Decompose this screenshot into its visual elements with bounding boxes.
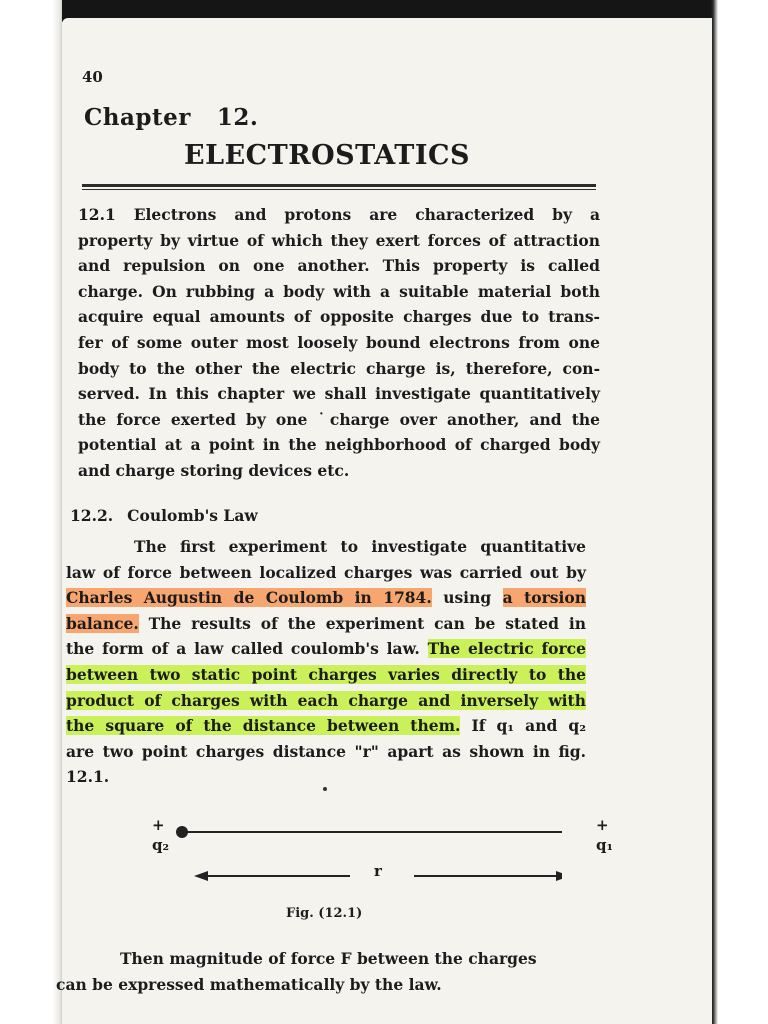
distance-label: r xyxy=(374,862,382,880)
chapter-title: ELECTROSTATICS xyxy=(184,140,470,171)
right-margin-background xyxy=(710,0,768,1024)
paragraph-line: are two point charges distance "r" apart as shown in fig. xyxy=(66,741,586,761)
paragraph-line: the force exerted by one ˙charge over another, and the xyxy=(78,409,600,429)
paragraph-line: 12.1 Electrons and protons are characterized by a xyxy=(78,205,600,224)
paragraph-line: charge. On rubbing a body with a suitable material both xyxy=(78,281,600,301)
paragraph-line: and repulsion on one another. This property is called xyxy=(78,256,600,276)
paragraph-line: Then magnitude of force F between the charges xyxy=(120,949,537,968)
page-number: 40 xyxy=(82,68,103,86)
paragraph-line xyxy=(66,662,586,688)
right-charge-sign: + xyxy=(596,816,609,834)
highlight-coulomb-name: Charles Augustin de Coulomb in 1784. xyxy=(66,588,432,608)
section-number: 12.2. xyxy=(70,506,114,525)
title-rule-thick xyxy=(82,184,596,187)
closing-paragraph xyxy=(56,946,568,997)
text-fragment: The results of the experiment can be stated in xyxy=(138,613,586,633)
paragraph-line xyxy=(66,585,586,611)
ink-speck xyxy=(323,787,327,791)
paragraph-line: law of force between localized charges was carried out by xyxy=(66,562,586,582)
chapter-number: 12. xyxy=(216,104,259,131)
highlight-balance: balance. xyxy=(66,613,139,633)
figure-12-1 xyxy=(82,810,614,920)
highlight-law-statement: product of charges with each charge and inversely with xyxy=(66,690,586,710)
text-fragment: If q₁ and q₂ xyxy=(460,716,586,736)
highlight-law-statement: between two static point charges varies directly to the xyxy=(66,664,586,684)
paragraph-line xyxy=(66,713,586,739)
chapter-word: Chapter xyxy=(84,104,191,131)
paragraph-line: served. In this chapter we shall investigate quantitatively xyxy=(78,384,600,404)
paragraph-line xyxy=(66,611,586,637)
charge-q2-dot xyxy=(176,826,188,838)
paragraph-line: property by virtue of which they exert forces of attraction xyxy=(78,230,600,250)
section-title: Coulomb's Law xyxy=(127,506,258,525)
section-12-1-paragraph xyxy=(78,202,600,484)
chapter-heading xyxy=(84,104,258,131)
highlight-law-statement: The electric force xyxy=(427,639,586,659)
text-fragment: using xyxy=(431,588,503,608)
paragraph-line: potential at a point in the neighborhood of charged body xyxy=(78,435,600,455)
paragraph-line: acquire equal amounts of opposite charges due to trans- xyxy=(78,307,600,327)
paragraph-line: body to the other the electric charge is, therefore, con- xyxy=(78,358,600,378)
paragraph-line: can be expressed mathematically by the law. xyxy=(56,974,442,994)
figure-caption: Fig. (12.1) xyxy=(286,906,363,921)
title-rule-thin xyxy=(82,189,596,190)
paragraph-line: 12.1. xyxy=(66,767,110,787)
paragraph-line: fer of some outer most loosely bound electrons from one xyxy=(78,332,600,352)
right-charge-label: q₁ xyxy=(596,836,614,854)
section-12-2-heading xyxy=(70,506,258,525)
highlight-torsion: a torsion xyxy=(502,588,586,608)
left-margin-background xyxy=(0,0,62,1024)
left-charge-label: q₂ xyxy=(152,836,170,854)
coulombs-law-paragraph xyxy=(66,534,586,790)
paragraph-line xyxy=(66,688,586,714)
paragraph-line: and charge storing devices etc. xyxy=(78,460,350,480)
paragraph-line xyxy=(66,636,586,662)
arrowhead-left-icon xyxy=(194,871,208,881)
paragraph-line: The first experiment to investigate quantitative xyxy=(134,537,586,556)
highlight-law-statement: the square of the distance between them. xyxy=(66,716,461,736)
left-charge-sign: + xyxy=(152,816,165,834)
text-fragment: the form of a law called coulomb's law. xyxy=(66,639,428,659)
arrowhead-right-icon xyxy=(556,871,562,881)
